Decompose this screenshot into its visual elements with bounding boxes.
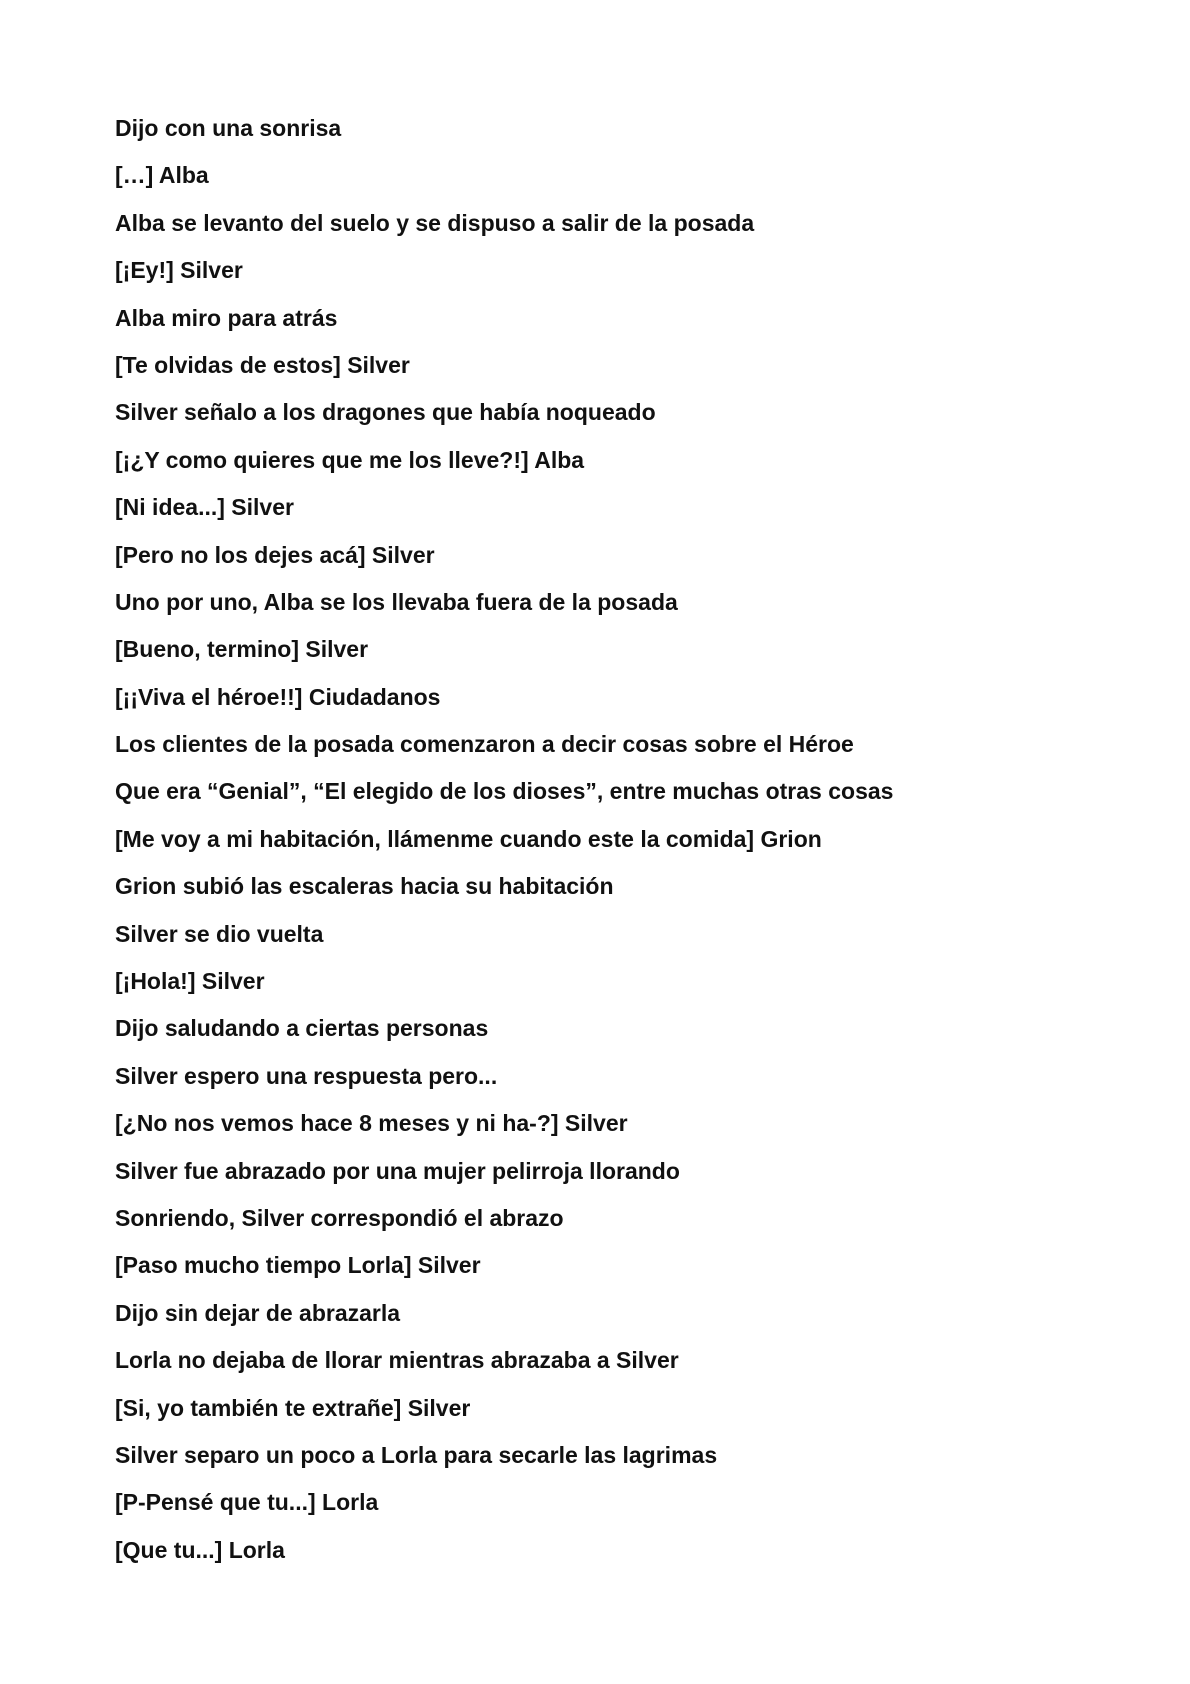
text-line: Sonriendo, Silver correspondió el abrazo — [115, 1204, 564, 1231]
text-line: Alba se levanto del suelo y se dispuso a salir de la posada — [115, 209, 755, 236]
text-line: [Si, yo también te extrañe] Silver — [115, 1394, 471, 1421]
text-line: [¡Hola!] Silver — [115, 968, 265, 995]
text-line: Uno por uno, Alba se los llevaba fuera de la posada — [115, 588, 678, 615]
text-line: Los clientes de la posada comenzaron a decir cosas sobre el Héroe — [115, 731, 854, 758]
text-line: [¡¡Viva el héroe!!] Ciudadanos — [115, 683, 441, 710]
text-line: [¡¿Y como quieres que me los lleve?!] Alba — [115, 446, 585, 473]
text-line: [P-Pensé que tu...] Lorla — [115, 1489, 379, 1516]
text-line: [Que tu...] Lorla — [115, 1536, 285, 1563]
text-line: [Pero no los dejes acá] Silver — [115, 541, 435, 568]
text-line: Silver espero una respuesta pero... — [115, 1062, 498, 1089]
text-line: [¿No nos vemos hace 8 meses y ni ha-?] Silver — [115, 1110, 628, 1137]
text-line: Dijo sin dejar de abrazarla — [115, 1299, 401, 1326]
text-line: [Te olvidas de estos] Silver — [115, 351, 410, 378]
text-line: [Ni idea...] Silver — [115, 494, 294, 521]
text-line: Grion subió las escaleras hacia su habitación — [115, 873, 614, 900]
text-line: Alba miro para atrás — [115, 304, 338, 331]
text-line: Dijo con una sonrisa — [115, 115, 342, 141]
text-line: [Paso mucho tiempo Lorla] Silver — [115, 1252, 481, 1279]
text-line: [Me voy a mi habitación, llámenme cuando este la comida] Grion — [115, 825, 822, 852]
text-body — [115, 108, 1115, 1577]
text-line: Dijo saludando a ciertas personas — [115, 1015, 489, 1042]
text-line: Silver señalo a los dragones que había noqueado — [115, 399, 656, 426]
text-line: Que era “Genial”, “El elegido de los dioses”, entre muchas otras cosas — [115, 778, 894, 805]
text-line: Silver fue abrazado por una mujer pelirroja llorando — [115, 1157, 680, 1184]
text-line: Silver separo un poco a Lorla para secarle las lagrimas — [115, 1441, 718, 1468]
text-line: [¡Ey!] Silver — [115, 257, 243, 284]
text-line: Lorla no dejaba de llorar mientras abrazaba a Silver — [115, 1347, 679, 1374]
text-line: [Bueno, termino] Silver — [115, 636, 369, 663]
text-line: Silver se dio vuelta — [115, 920, 324, 947]
text-line: […] Alba — [115, 162, 209, 189]
